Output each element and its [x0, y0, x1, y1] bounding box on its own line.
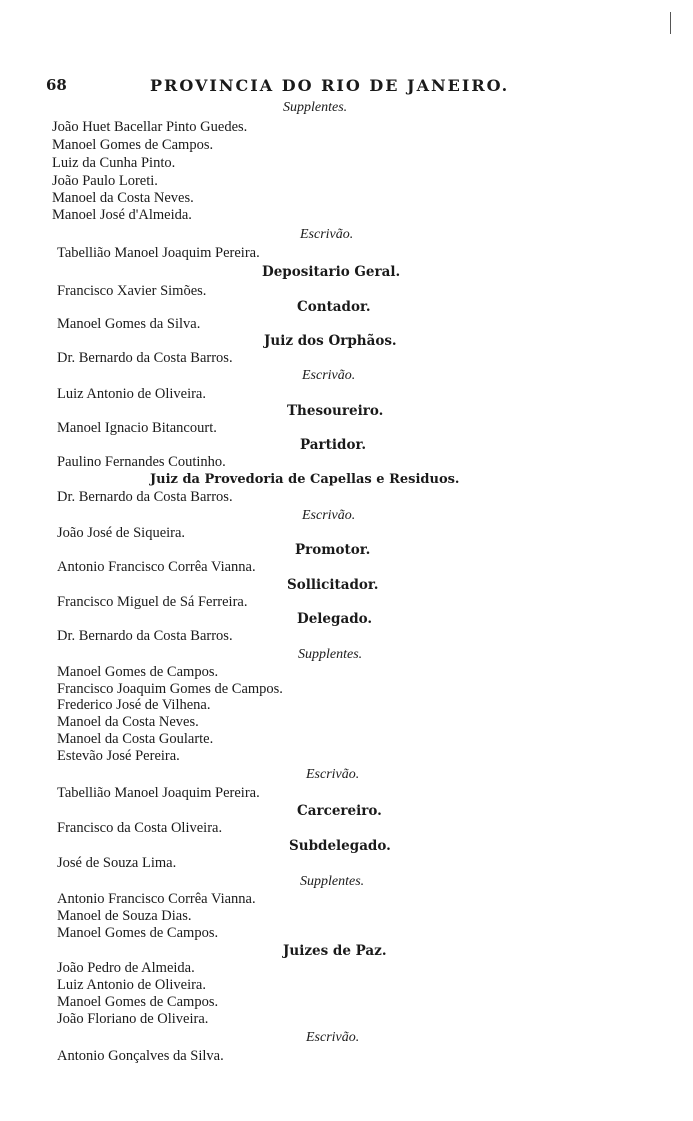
section-heading: Contador.	[297, 299, 371, 315]
entry-line: Antonio Francisco Corrêa Vianna.	[57, 891, 256, 907]
entry-line: Manoel Ignacio Bitancourt.	[57, 420, 217, 436]
entry-line: João José de Siqueira.	[57, 525, 186, 541]
entry-line: Luiz Antonio de Oliveira.	[57, 386, 206, 402]
entry-line: Dr. Bernardo da Costa Barros.	[57, 350, 233, 366]
entry-line: Tabellião Manoel Joaquim Pereira.	[57, 245, 260, 261]
section-heading: Juizes de Paz.	[283, 943, 387, 959]
entry-line: Manoel da Costa Neves.	[57, 714, 199, 730]
section-heading: Promotor.	[295, 542, 371, 558]
entry-line: Manoel José d'Almeida.	[52, 207, 192, 223]
page-number: 68	[46, 76, 67, 94]
section-heading: Sollicitador.	[287, 577, 379, 593]
entry-line: Luiz Antonio de Oliveira.	[57, 977, 206, 993]
entry-line: João Floriano de Oliveira.	[57, 1011, 209, 1027]
entry-line: João Huet Bacellar Pinto Guedes.	[52, 119, 248, 135]
entry-line: Manoel Gomes de Campos.	[57, 925, 219, 941]
section-heading: Escrivão.	[306, 1030, 360, 1045]
entry-line: Manoel Gomes de Campos.	[57, 664, 219, 680]
entry-line: Francisco Xavier Simões.	[57, 283, 207, 299]
entry-line: José de Souza Lima.	[57, 855, 177, 871]
entry-line: Francisco da Costa Oliveira.	[57, 820, 223, 836]
entry-line: João Pedro de Almeida.	[57, 960, 195, 976]
section-heading: Juiz dos Orphãos.	[264, 333, 397, 349]
section-heading: Escrivão.	[302, 368, 356, 383]
entry-line: Manoel Gomes de Campos.	[52, 137, 214, 153]
section-heading: Escrivão.	[302, 508, 356, 523]
entry-line: Manoel da Costa Goularte.	[57, 731, 214, 747]
section-heading: Partidor.	[300, 437, 367, 453]
section-heading: Carcereiro.	[297, 803, 382, 819]
section-heading: Depositario Geral.	[262, 264, 401, 280]
entry-line: Dr. Bernardo da Costa Barros.	[57, 628, 233, 644]
section-heading: Supplentes.	[298, 647, 363, 662]
section-heading: Subdelegado.	[289, 838, 391, 854]
entry-line: Estevão José Pereira.	[57, 748, 180, 764]
section-heading: Delegado.	[297, 611, 373, 627]
entry-line: Antonio Francisco Corrêa Vianna.	[57, 559, 256, 575]
entry-line: Manoel da Costa Neves.	[52, 190, 194, 206]
entry-line: Manoel Gomes de Campos.	[57, 994, 219, 1010]
entry-line: Frederico José de Vilhena.	[57, 697, 211, 713]
entry-line: Paulino Fernandes Coutinho.	[57, 454, 226, 470]
margin-mark	[670, 12, 671, 34]
entry-line: João Paulo Loreti.	[52, 173, 158, 189]
section-heading: Supplentes.	[300, 874, 365, 889]
entry-line: Manoel Gomes da Silva.	[57, 316, 201, 332]
section-heading: Escrivão.	[306, 767, 360, 782]
entry-line: Luiz da Cunha Pinto.	[52, 155, 176, 171]
entry-line: Dr. Bernardo da Costa Barros.	[57, 489, 233, 505]
entry-line: Francisco Joaquim Gomes de Campos.	[57, 681, 283, 697]
section-heading: Supplentes.	[283, 100, 348, 115]
entry-line: Tabellião Manoel Joaquim Pereira.	[57, 785, 260, 801]
entry-line: Antonio Gonçalves da Silva.	[57, 1048, 224, 1064]
entry-line: Manoel de Souza Dias.	[57, 908, 192, 924]
running-title: PROVINCIA DO RIO DE JANEIRO.	[150, 76, 510, 95]
section-heading: Escrivão.	[300, 227, 354, 242]
entry-line: Francisco Miguel de Sá Ferreira.	[57, 594, 248, 610]
section-heading: Thesoureiro.	[287, 403, 384, 419]
section-heading: Juiz da Provedoria de Capellas e Residuos.	[150, 472, 460, 487]
